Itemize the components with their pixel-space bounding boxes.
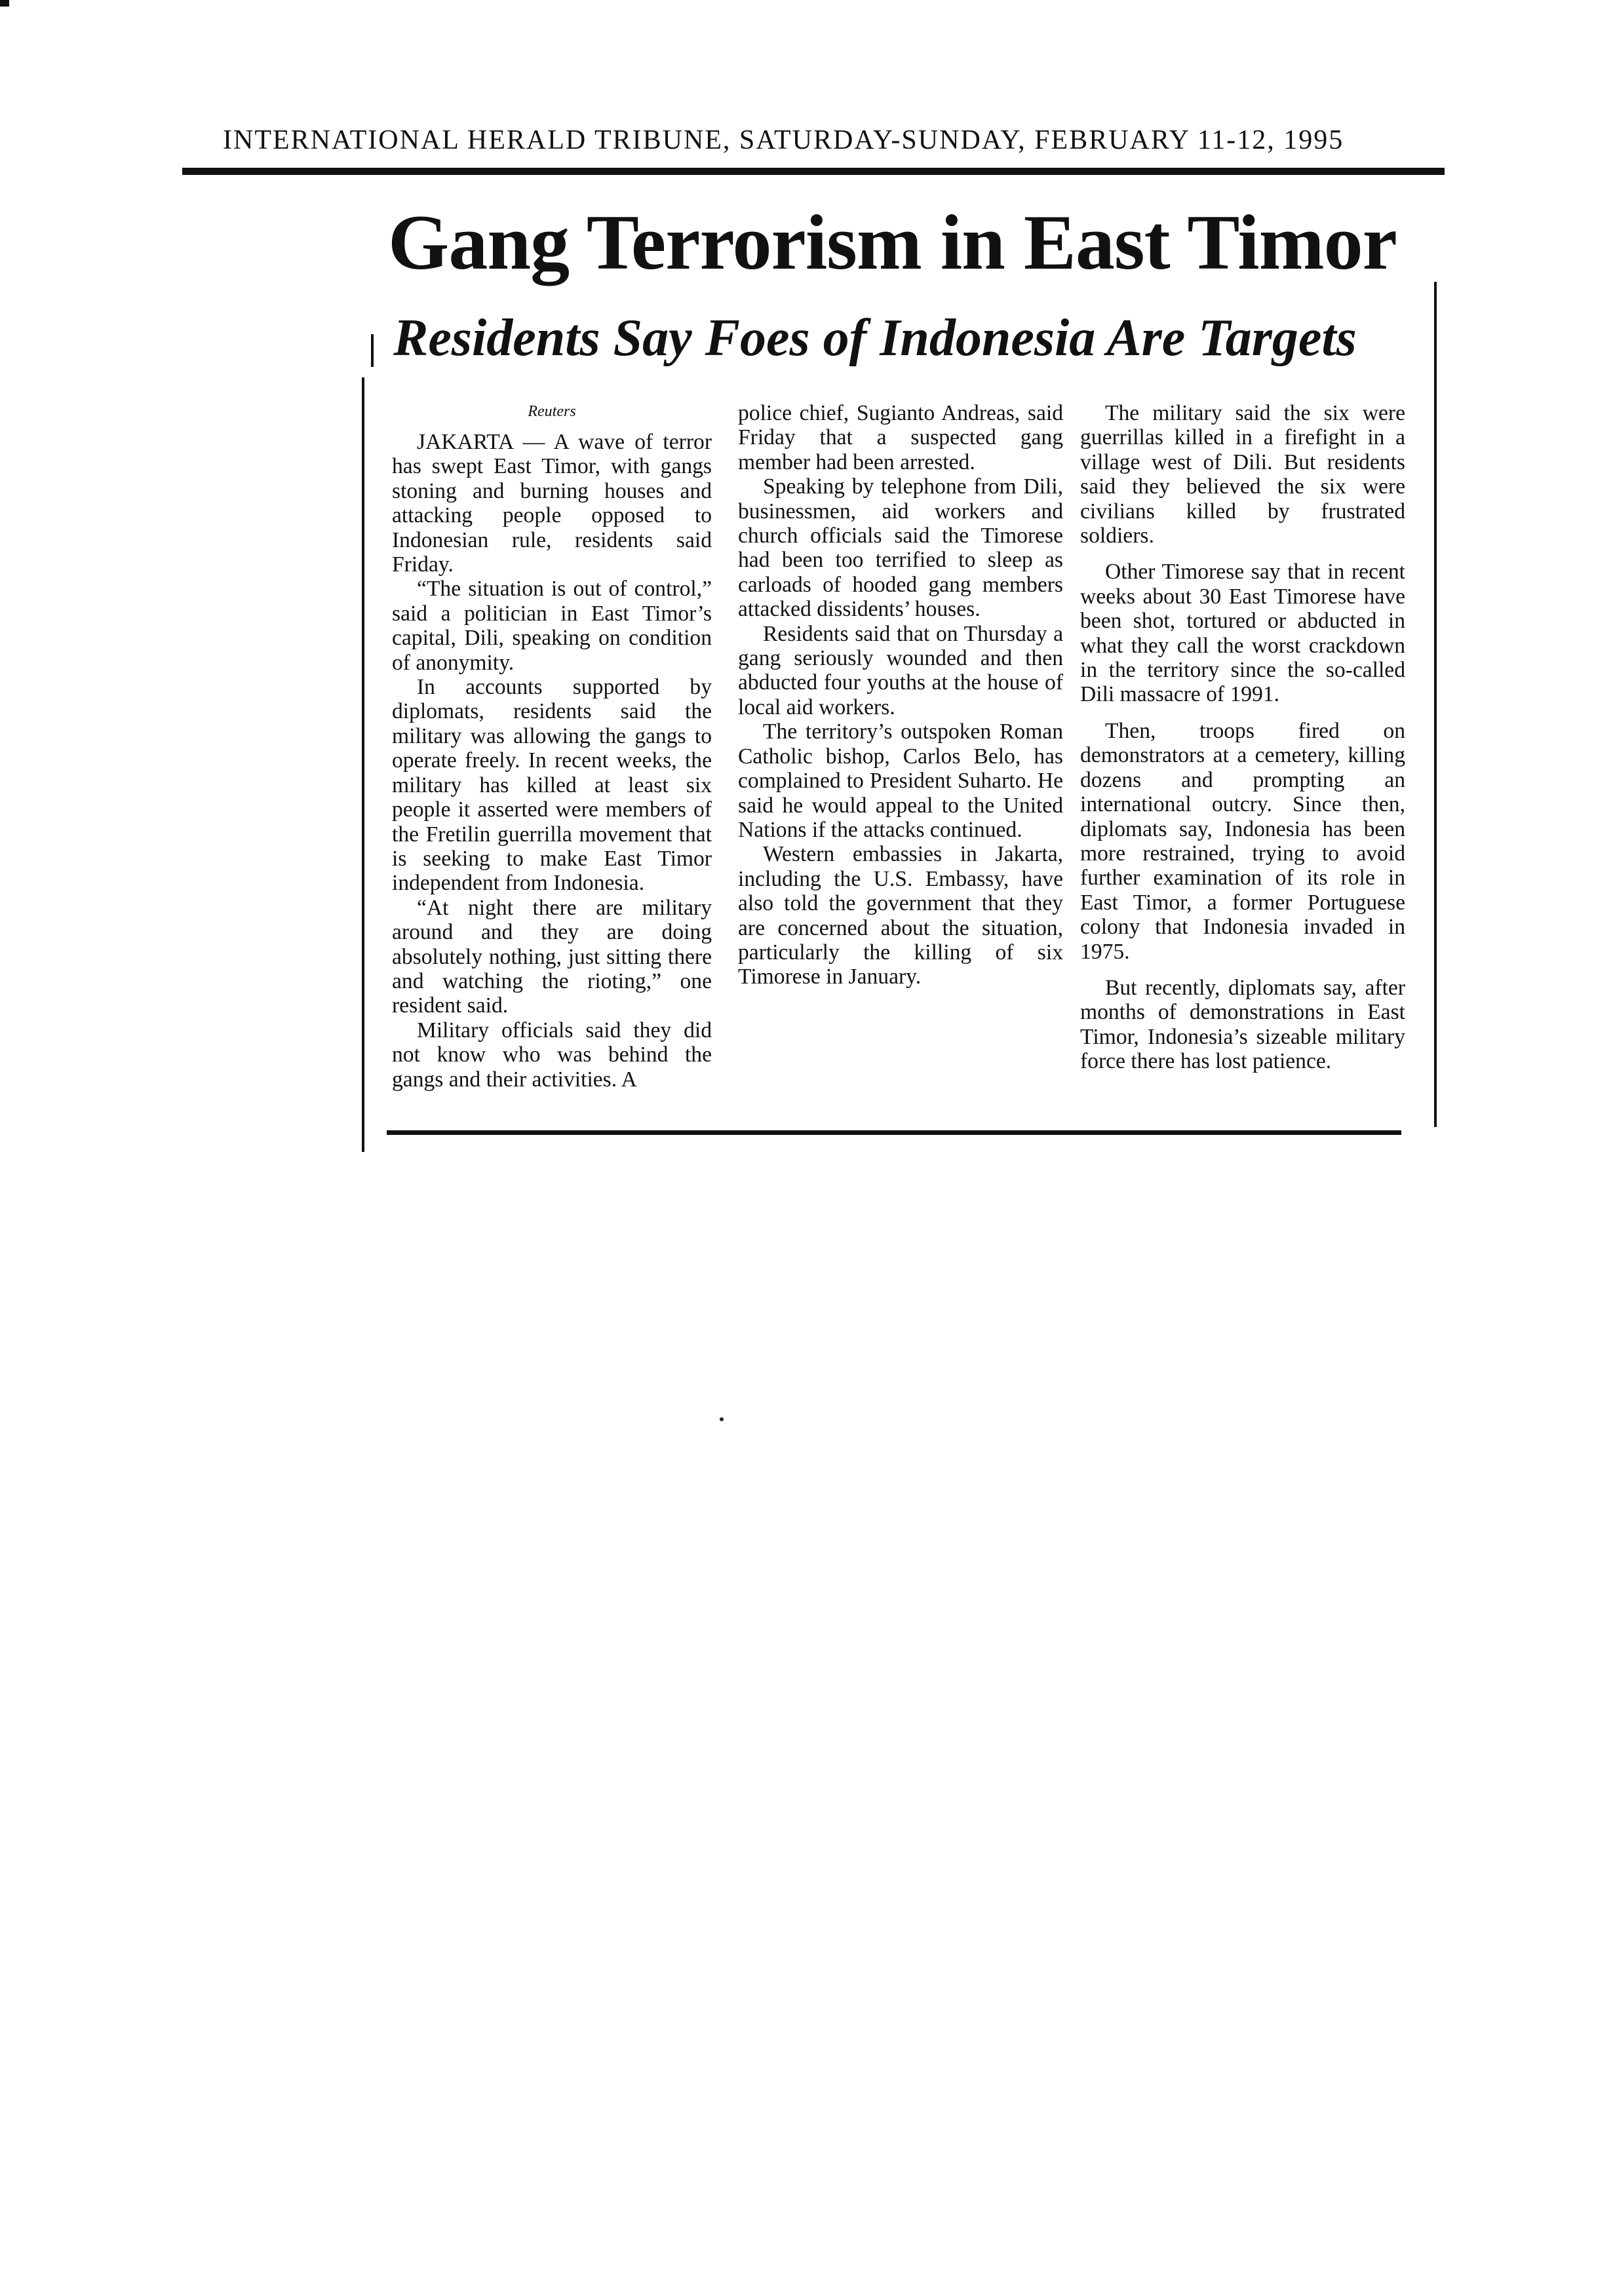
subhead-marker: [371, 334, 374, 367]
left-column-rule: [362, 377, 364, 1152]
paragraph: The territory’s outspoken Roman Catholic bishop, Carlos Belo, has complained to President Suharto. He said he would appeal to the United Nations if the attacks continued.: [738, 719, 1063, 842]
paragraph: But recently, diplomats say, after months of demonstrations in East Timor, Indonesia’s sizeable military force there has lost patience.: [1080, 975, 1405, 1074]
paragraph: “The situation is out of control,” said a politician in East Timor’s capital, Dili, speaking on condition of anonymity.: [392, 577, 712, 675]
article-column-3: [1080, 401, 1405, 1074]
paragraph: The military said the six were guerrillas killed in a firefight in a village west of Dili. But residents said they believed the six were civilians killed by frustrated soldiers.: [1080, 401, 1405, 548]
right-column-rule: [1434, 282, 1437, 1127]
article-column-1: [392, 401, 712, 1092]
masthead-rule: [182, 168, 1445, 175]
paragraph: Other Timorese say that in recent weeks about 30 East Timorese have been shot, tortured or abducted in what they call the worst crackdown in the territory since the so-called Dili massacre of 1991.: [1080, 560, 1405, 707]
newspaper-masthead: INTERNATIONAL HERALD TRIBUNE, SATURDAY-SUNDAY, FEBRUARY 11-12, 1995: [223, 125, 1344, 155]
scan-corner-mark: [0, 0, 9, 7]
paragraph: Military officials said they did not know who was behind the gangs and their activities. A: [392, 1018, 712, 1092]
article-byline: Reuters: [528, 403, 576, 420]
scan-speck: [720, 1417, 724, 1421]
article-subhead: Residents Say Foes of Indonesia Are Targets: [393, 309, 1357, 367]
paragraph: In accounts supported by diplomats, residents said the military was allowing the gangs to operate freely. In recent weeks, the military has killed at least six people it asserted were members of the Fretilin guerrilla movement that is seeking to make East Timor independent from Indonesia.: [392, 675, 712, 896]
paragraph: police chief, Sugianto Andreas, said Friday that a suspected gang member had been arrested.: [738, 401, 1063, 474]
article-column-2: [738, 401, 1063, 989]
paragraph: JAKARTA — A wave of terror has swept East Timor, with gangs stoning and burning houses and attacking people opposed to Indonesian rule, residents said Friday.: [392, 430, 712, 577]
article-bottom-rule: [387, 1130, 1401, 1135]
paragraph: Speaking by telephone from Dili, businessmen, aid workers and church officials said the Timorese had been too terrified to sleep as carloads of hooded gang members attacked dissidents’ houses.: [738, 474, 1063, 622]
paragraph: “At night there are military around and they are doing absolutely nothing, just sitting there and watching the rioting,” one resident said.: [392, 895, 712, 1018]
article-headline: Gang Terrorism in East Timor: [388, 199, 1397, 286]
paragraph: Western embassies in Jakarta, including the U.S. Embassy, have also told the government that they are concerned about the situation, particularly the killing of six Timorese in January.: [738, 842, 1063, 989]
paragraph: Residents said that on Thursday a gang seriously wounded and then abducted four youths at the house of local aid workers.: [738, 621, 1063, 719]
paragraph: Then, troops fired on demonstrators at a cemetery, killing dozens and prompting an international outcry. Since then, diplomats say, Indonesia has been more restrained, trying to avoid further examination of its role in East Timor, a former Portuguese colony that Indonesia invaded in 1975.: [1080, 718, 1405, 964]
